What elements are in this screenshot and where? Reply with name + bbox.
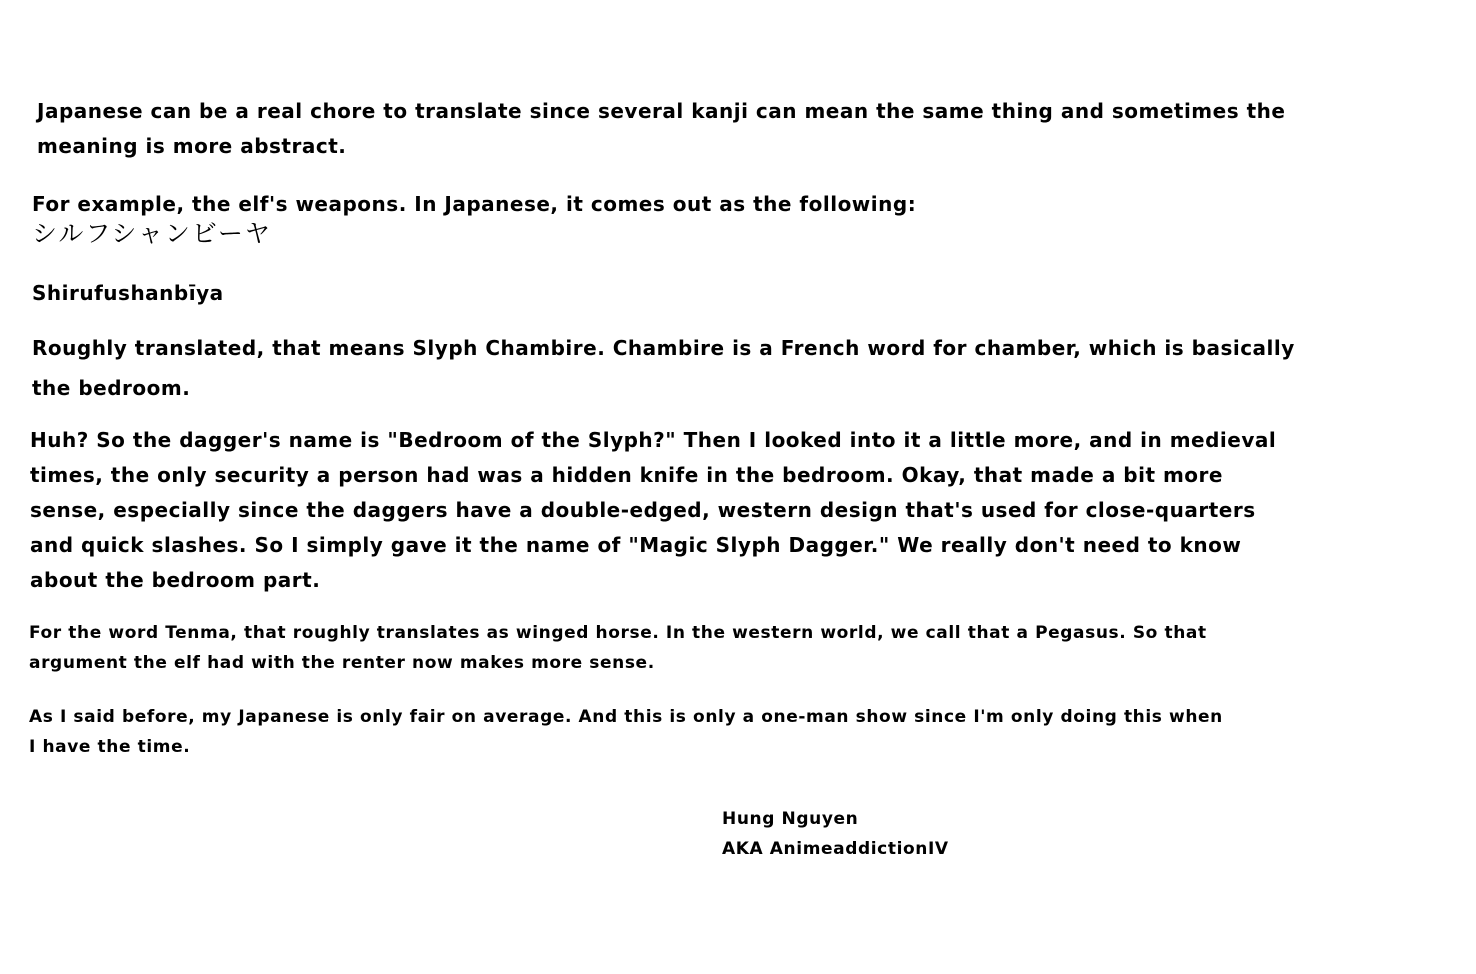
dagger-paragraph (30, 423, 1276, 598)
intro-paragraph (37, 94, 1285, 164)
signature-alias: AKA AnimeaddictionIV (722, 839, 949, 859)
signature-block (722, 804, 949, 864)
translation-paragraph (32, 328, 1295, 408)
dagger-line-3: sense, especially since the daggers have a double-edged, western design that's used for close-quarters (30, 498, 1256, 522)
katakana-text: シルフシャンビーヤ (32, 219, 272, 248)
dagger-line-2: times, the only security a person had was a hidden knife in the bedroom. Okay, that made a bit more (30, 463, 1223, 487)
romaji-paragraph (32, 278, 224, 308)
intro-line-1: Japanese can be a real chore to translate since several kanji can mean the same thing and sometimes the (37, 99, 1286, 123)
tenma-line-2: argument the elf had with the renter now makes more sense. (29, 653, 655, 673)
closing-paragraph (29, 702, 1223, 762)
dagger-line-5: about the bedroom part. (30, 568, 321, 592)
tenma-line-1: For the word Tenma, that roughly translates as winged horse. In the western world, we call that a Pegasus. So that (29, 623, 1207, 643)
closing-line-1: As I said before, my Japanese is only fair on average. And this is only a one-man show since I'm only doing this when (29, 707, 1223, 727)
dagger-line-4: and quick slashes. So I simply gave it the name of "Magic Slyph Dagger." We really don't need to know (30, 533, 1242, 557)
tenma-paragraph (29, 618, 1207, 678)
romaji-text: Shirufushanbīya (32, 281, 224, 305)
dagger-line-1: Huh? So the dagger's name is "Bedroom of the Slyph?" Then I looked into it a little more, and in medieval (30, 428, 1277, 452)
intro-line-2: meaning is more abstract. (37, 134, 347, 158)
closing-line-2: I have the time. (29, 737, 191, 757)
translation-line-2: the bedroom. (32, 376, 191, 400)
signature-name: Hung Nguyen (722, 809, 859, 829)
example-line-1: For example, the elf's weapons. In Japanese, it comes out as the following: (32, 192, 917, 216)
example-paragraph (32, 189, 916, 249)
translation-line-1: Roughly translated, that means Slyph Chambire. Chambire is a French word for chamber, which is basically (32, 336, 1295, 360)
